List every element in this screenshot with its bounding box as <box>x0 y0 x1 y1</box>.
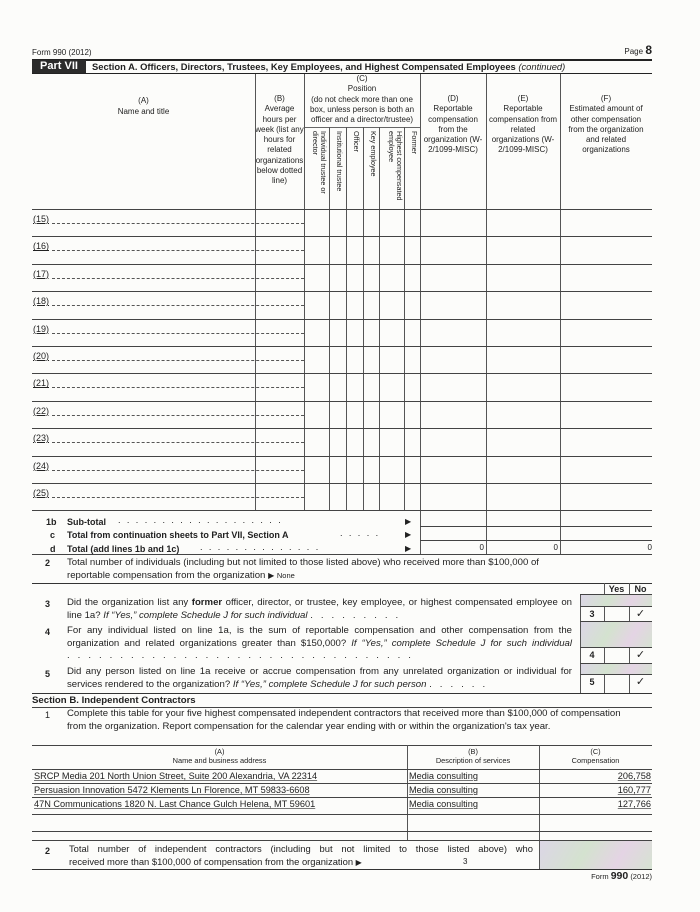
compensation-d-input[interactable] <box>421 347 485 372</box>
line-1c-leader: ..... <box>340 528 385 538</box>
q3-text-a: Did the organization list any <box>67 597 192 608</box>
hours-input[interactable] <box>256 484 304 509</box>
col-c-individual-trustee: Individual trustee or director <box>311 131 328 194</box>
section-b-title: Section B. Independent Contractors <box>32 695 196 706</box>
row-number: (19) <box>33 323 50 334</box>
page-number: 8 <box>645 43 652 57</box>
checkbox-officer[interactable] <box>347 210 362 235</box>
compensation-d-input[interactable] <box>421 457 485 482</box>
checkbox-key-employee[interactable] <box>364 484 378 509</box>
checkbox-former[interactable] <box>405 237 419 262</box>
footer-form-prefix: Form <box>591 872 609 881</box>
row-number: (24) <box>33 460 50 471</box>
compensation-f-input[interactable] <box>561 320 651 345</box>
checkbox-highest-compensated[interactable] <box>380 374 403 399</box>
checkbox-institutional-trustee[interactable] <box>330 292 345 317</box>
col-c-header <box>304 74 420 125</box>
checkbox-officer[interactable] <box>347 347 362 372</box>
checkbox-institutional-trustee[interactable] <box>330 374 345 399</box>
contractor-name: SRCP Media 201 North Union Street, Suite 200 Alexandria, VA 22314 <box>34 771 318 781</box>
section-b-header-rule <box>32 745 652 746</box>
compensation-d-input[interactable] <box>421 210 485 235</box>
section-b-col-b-label: Description of services <box>435 756 511 765</box>
col-c-sublabel: (do not check more than one box, unless person is both an officer and a director/trustee) <box>309 94 415 125</box>
q4-box-label: 4 <box>589 650 595 660</box>
row-rule <box>32 797 652 798</box>
checkbox-officer[interactable] <box>347 265 362 290</box>
checkbox-key-employee[interactable] <box>364 457 378 482</box>
checkbox-individual-trustee[interactable] <box>305 210 328 235</box>
q3-text-bold: former <box>191 597 223 608</box>
checkbox-individual-trustee[interactable] <box>305 374 328 399</box>
checkbox-individual-trustee[interactable] <box>305 402 328 427</box>
q5-no-checkbox[interactable]: ✓ <box>635 676 646 688</box>
checkbox-highest-compensated[interactable] <box>380 402 403 427</box>
checkbox-institutional-trustee[interactable] <box>330 265 345 290</box>
checkbox-officer[interactable] <box>347 402 362 427</box>
compensation-f-input[interactable] <box>561 484 651 509</box>
contractor-services: Media consulting <box>409 785 478 795</box>
q5-text-a: Did any person listed on line 1a receive or accrue compensation from any unrelated organization or individual for services rendered to the organization? <box>67 666 572 690</box>
checkbox-key-employee[interactable] <box>364 429 378 454</box>
compensation-f-input[interactable] <box>561 429 651 454</box>
compensation-e-input[interactable] <box>487 347 559 372</box>
shaded-cell <box>581 663 652 674</box>
q4-text-a: For any individual listed on line 1a, is the sum of reportable compensation and other compensation from the organization and related organizations greater than $150,000? <box>67 625 572 649</box>
contractor-services: Media consulting <box>409 799 478 809</box>
checkbox-individual-trustee[interactable] <box>305 320 328 345</box>
compensation-d-input[interactable] <box>421 374 485 399</box>
section-b-line1-num: 1 <box>45 710 51 720</box>
row-number: (18) <box>33 296 50 307</box>
q5-num: 5 <box>45 669 51 679</box>
line-1b-label: Sub-total <box>67 517 106 527</box>
row-rule <box>32 814 652 815</box>
hours-input[interactable] <box>256 320 304 345</box>
section-b-col-a-header <box>32 747 407 765</box>
part-title <box>92 61 565 73</box>
checkbox-former[interactable] <box>405 210 419 235</box>
compensation-e-input[interactable] <box>487 484 559 509</box>
checkbox-key-employee[interactable] <box>364 320 378 345</box>
q3-text <box>67 597 572 622</box>
checkbox-officer[interactable] <box>347 237 362 262</box>
line-1b-leader: ................... <box>118 515 288 525</box>
line-2-text-2: reportable compensation from the organization <box>67 569 266 581</box>
compensation-f-input[interactable] <box>561 374 651 399</box>
part-label: Part VII <box>32 60 86 73</box>
hours-input[interactable] <box>256 347 304 372</box>
q3-no-checkbox[interactable]: ✓ <box>635 608 646 620</box>
compensation-e-input[interactable] <box>487 292 559 317</box>
q4-text-ital: If “Yes,” complete Schedule J for such individual <box>351 637 572 649</box>
compensation-d-input[interactable] <box>421 237 485 262</box>
hours-input[interactable] <box>256 457 304 482</box>
col-e-letter: (E) <box>517 94 529 103</box>
compensation-e-input[interactable] <box>487 210 559 235</box>
section-b-line2-text-2: received more than $100,000 of compensation from the organization <box>69 855 354 867</box>
checkbox-former[interactable] <box>405 402 419 427</box>
checkbox-key-employee[interactable] <box>364 374 378 399</box>
line-1c-label: Total from continuation sheets to Part VII, Section A <box>67 530 289 540</box>
checkbox-individual-trustee[interactable] <box>305 484 328 509</box>
line-1b-arrow-icon: ▶ <box>405 517 412 526</box>
hours-input[interactable] <box>256 402 304 427</box>
hours-input[interactable] <box>256 292 304 317</box>
checkbox-highest-compensated[interactable] <box>380 320 403 345</box>
checkbox-key-employee[interactable] <box>364 347 378 372</box>
col-e-header <box>486 94 560 156</box>
row-rule <box>32 769 652 770</box>
checkbox-individual-trustee[interactable] <box>305 457 328 482</box>
compensation-f-input[interactable] <box>561 237 651 262</box>
checkbox-officer[interactable] <box>347 374 362 399</box>
hours-input[interactable] <box>256 237 304 262</box>
line-1d-num: d <box>50 544 56 554</box>
compensation-d-input[interactable] <box>421 292 485 317</box>
compensation-f-input[interactable] <box>561 265 651 290</box>
line-1d-arrow-icon: ▶ <box>405 544 412 553</box>
row-rule <box>32 831 652 832</box>
row-number: (22) <box>33 405 50 416</box>
line-1d-e-value: 0 <box>553 543 558 552</box>
compensation-f-input[interactable] <box>561 292 651 317</box>
checkbox-officer[interactable] <box>347 320 362 345</box>
hours-input[interactable] <box>256 429 304 454</box>
section-b-col-c-label: Compensation <box>571 756 620 765</box>
col-c-label: Position <box>347 84 377 94</box>
page-indicator <box>624 43 652 57</box>
checkbox-officer[interactable] <box>347 457 362 482</box>
hours-input[interactable] <box>256 265 304 290</box>
checkbox-former[interactable] <box>405 429 419 454</box>
checkbox-institutional-trustee[interactable] <box>330 237 345 262</box>
checkbox-former[interactable] <box>405 265 419 290</box>
checkbox-former[interactable] <box>405 484 419 509</box>
col-a-header <box>32 95 255 117</box>
q3-num: 3 <box>45 599 51 609</box>
line-1d-label: Total (add lines 1b and 1c) <box>67 544 180 554</box>
compensation-e-input[interactable] <box>487 265 559 290</box>
section-b-line2-text-1: Total number of independent contractors (including but not limited to those listed above) who <box>69 843 533 854</box>
compensation-e-input[interactable] <box>487 320 559 345</box>
compensation-f-input[interactable] <box>561 402 651 427</box>
col-c-institutional-trustee: Institutional trustee <box>335 131 344 192</box>
checkbox-highest-compensated[interactable] <box>380 237 403 262</box>
shaded-cell <box>581 595 652 606</box>
col-c-highest-compensated: Highest compensated employee <box>387 131 404 201</box>
yes-header: Yes <box>608 584 625 594</box>
col-e-label: Reportable compensation from related organizations (W-2/1099-MISC) <box>488 104 558 155</box>
checkbox-officer[interactable] <box>347 484 362 509</box>
section-b-line1-text: Complete this table for your five highest compensated independent contractors that received more than $100,000 of compensation from the organization. Report compensation for the calendar year ending with or within the organization's tax year. <box>67 708 621 732</box>
compensation-e-input[interactable] <box>487 237 559 262</box>
footer-form-number: 990 <box>610 870 629 882</box>
row-number: (15) <box>33 214 50 224</box>
q3-text-ital: If “Yes,” complete Schedule J for such individual <box>103 609 308 621</box>
checkbox-key-employee[interactable] <box>364 402 378 427</box>
totals-rule <box>420 540 652 541</box>
no-header: No <box>634 584 647 594</box>
line-2-text-1: Total number of individuals (including but not limited to those listed above) who received more than $100,000 of <box>67 557 539 568</box>
col-d-label: Reportable compensation from the organization (W-2/1099-MISC) <box>423 104 483 155</box>
compensation-f-input[interactable] <box>561 457 651 482</box>
checkbox-individual-trustee[interactable] <box>305 237 328 262</box>
q4-text <box>67 625 572 663</box>
shaded-cell <box>581 621 652 647</box>
q4-num: 4 <box>45 627 51 637</box>
row-number: (20) <box>33 351 50 361</box>
checkbox-officer[interactable] <box>347 292 362 317</box>
line-1d-f-value: 0 <box>647 543 652 552</box>
contractor-compensation: 206,758 <box>617 771 651 781</box>
row-number: (17) <box>33 268 50 279</box>
checkbox-highest-compensated[interactable] <box>380 265 403 290</box>
footer-form-label <box>591 870 652 882</box>
shaded-cell <box>540 841 652 869</box>
checkbox-individual-trustee[interactable] <box>305 292 328 317</box>
checkbox-highest-compensated[interactable] <box>380 457 403 482</box>
totals-rule <box>420 526 652 527</box>
hours-input[interactable] <box>256 374 304 399</box>
row-rule <box>32 783 652 784</box>
compensation-d-input[interactable] <box>421 484 485 509</box>
checkbox-key-employee[interactable] <box>364 210 378 235</box>
checkbox-former[interactable] <box>405 457 419 482</box>
col-b-header <box>255 94 304 187</box>
line-1b-num: 1b <box>46 517 57 527</box>
checkbox-individual-trustee[interactable] <box>305 347 328 372</box>
section-b-col-b-letter: (B) <box>468 747 478 756</box>
col-f-header <box>566 94 646 156</box>
contractor-name: Persuasion Innovation 5472 Klements Ln Florence, MT 59833-6608 <box>34 785 310 795</box>
line-2-text <box>67 557 539 582</box>
checkbox-former[interactable] <box>405 374 419 399</box>
compensation-d-input[interactable] <box>421 320 485 345</box>
line-1c-num: c <box>50 530 56 540</box>
checkbox-institutional-trustee[interactable] <box>330 320 345 345</box>
col-d-header <box>420 94 486 156</box>
section-b-col-c-letter: (C) <box>590 747 601 756</box>
section-b-line2-value: 3 <box>463 857 468 866</box>
checkbox-former[interactable] <box>405 320 419 345</box>
col-a-letter: (A) <box>138 96 149 105</box>
line-2-text-2-wrap <box>67 570 539 583</box>
section-b-line2-num: 2 <box>45 846 51 856</box>
compensation-d-input[interactable] <box>421 402 485 427</box>
checkbox-institutional-trustee[interactable] <box>330 210 345 235</box>
col-b-letter: (B) <box>274 94 285 103</box>
checkbox-individual-trustee[interactable] <box>305 265 328 290</box>
row-number: (23) <box>33 433 50 444</box>
compensation-d-input[interactable] <box>421 265 485 290</box>
part-title-suffix: (continued) <box>518 61 566 72</box>
compensation-f-input[interactable] <box>561 347 651 372</box>
grid-line <box>407 745 408 840</box>
row-number: (25) <box>33 488 50 498</box>
col-a-label: Name and title <box>117 107 170 116</box>
checkbox-institutional-trustee[interactable] <box>330 457 345 482</box>
contractor-name: 47N Communications 1820 N. Last Chance Gulch Helena, MT 59601 <box>34 799 316 809</box>
checkbox-institutional-trustee[interactable] <box>330 402 345 427</box>
footer-form-year: (2012) <box>630 872 652 881</box>
checkbox-individual-trustee[interactable] <box>305 429 328 454</box>
questions-bottom-rule <box>32 693 652 694</box>
line-2-bottom-rule <box>32 583 652 584</box>
q3-leader: ......... <box>310 609 407 621</box>
q5-leader: ...... <box>429 678 494 690</box>
compensation-e-input[interactable] <box>487 374 559 399</box>
q4-no-checkbox[interactable]: ✓ <box>635 649 646 661</box>
section-b-col-a-label: Name and business address <box>172 756 267 765</box>
compensation-d-input[interactable] <box>421 429 485 454</box>
contractor-services: Media consulting <box>409 771 478 781</box>
row-number: (21) <box>33 378 50 389</box>
line-2-arrow-icon: ▶ <box>268 570 275 580</box>
compensation-e-input[interactable] <box>487 457 559 482</box>
compensation-e-input[interactable] <box>487 402 559 427</box>
col-f-label: Estimated amount of other compensation from the organization and related organizations <box>568 104 644 155</box>
checkbox-former[interactable] <box>405 292 419 317</box>
col-c-letter: (C) <box>356 74 368 83</box>
hours-input[interactable] <box>256 210 304 235</box>
grid-line <box>580 663 652 664</box>
col-b-label: Average hours per week (list any hours for related organizations below dotted line) <box>255 104 304 186</box>
section-b-bottom-rule <box>32 869 652 870</box>
checkbox-institutional-trustee[interactable] <box>330 429 345 454</box>
section-b-col-b-header <box>407 747 539 765</box>
line-1d-d-value: 0 <box>479 543 484 552</box>
checkbox-institutional-trustee[interactable] <box>330 347 345 372</box>
page-label: Page <box>624 47 644 56</box>
row-rule <box>32 510 652 511</box>
section-b-col-c-header <box>539 747 652 765</box>
row-number: (16) <box>33 241 50 252</box>
checkbox-highest-compensated[interactable] <box>380 347 403 372</box>
col-d-letter: (D) <box>447 94 459 103</box>
form-label: Form 990 (2012) <box>32 48 92 57</box>
checkbox-highest-compensated[interactable] <box>380 484 403 509</box>
grid-line <box>580 621 652 622</box>
q4-leader: ................................. <box>67 650 419 661</box>
col-c-divider <box>304 127 420 128</box>
checkbox-officer[interactable] <box>347 429 362 454</box>
checkbox-key-employee[interactable] <box>364 265 378 290</box>
q5-box-label: 5 <box>589 677 595 687</box>
line-2-num: 2 <box>45 558 51 568</box>
col-f-letter: (F) <box>600 94 612 103</box>
contractor-compensation: 160,777 <box>617 785 651 795</box>
checkbox-highest-compensated[interactable] <box>380 292 403 317</box>
checkbox-key-employee[interactable] <box>364 237 378 262</box>
q5-text-ital: If “Yes,” complete Schedule J for such person <box>232 678 427 690</box>
checkbox-key-employee[interactable] <box>364 292 378 317</box>
col-c-former: Former <box>410 131 419 155</box>
checkbox-highest-compensated[interactable] <box>380 429 403 454</box>
line-1c-arrow-icon: ▶ <box>405 530 412 539</box>
line-1d-leader: .............. <box>200 542 325 552</box>
section-b-line2-arrow-icon: ▶ <box>355 857 362 867</box>
contractor-compensation: 127,766 <box>617 799 651 809</box>
col-c-officer: Officer <box>352 131 361 153</box>
q5-text <box>67 666 572 691</box>
part-title-text: Section A. Officers, Directors, Trustees, Key Employees, and Highest Compensated Employees <box>92 61 516 72</box>
q3-text-b: officer, director, or trustee, key employee, or highest compensated employee on line 1a? <box>67 597 572 621</box>
compensation-f-input[interactable] <box>561 210 651 235</box>
checkbox-institutional-trustee[interactable] <box>330 484 345 509</box>
line-2-value: None <box>276 570 295 580</box>
totals-bottom-rule <box>32 554 652 555</box>
q3-box-label: 3 <box>589 609 595 619</box>
compensation-e-input[interactable] <box>487 429 559 454</box>
checkbox-highest-compensated[interactable] <box>380 210 403 235</box>
section-b-col-a-letter: (A) <box>214 747 225 756</box>
checkbox-former[interactable] <box>405 347 419 372</box>
col-c-key-employee: Key employee <box>369 131 378 177</box>
